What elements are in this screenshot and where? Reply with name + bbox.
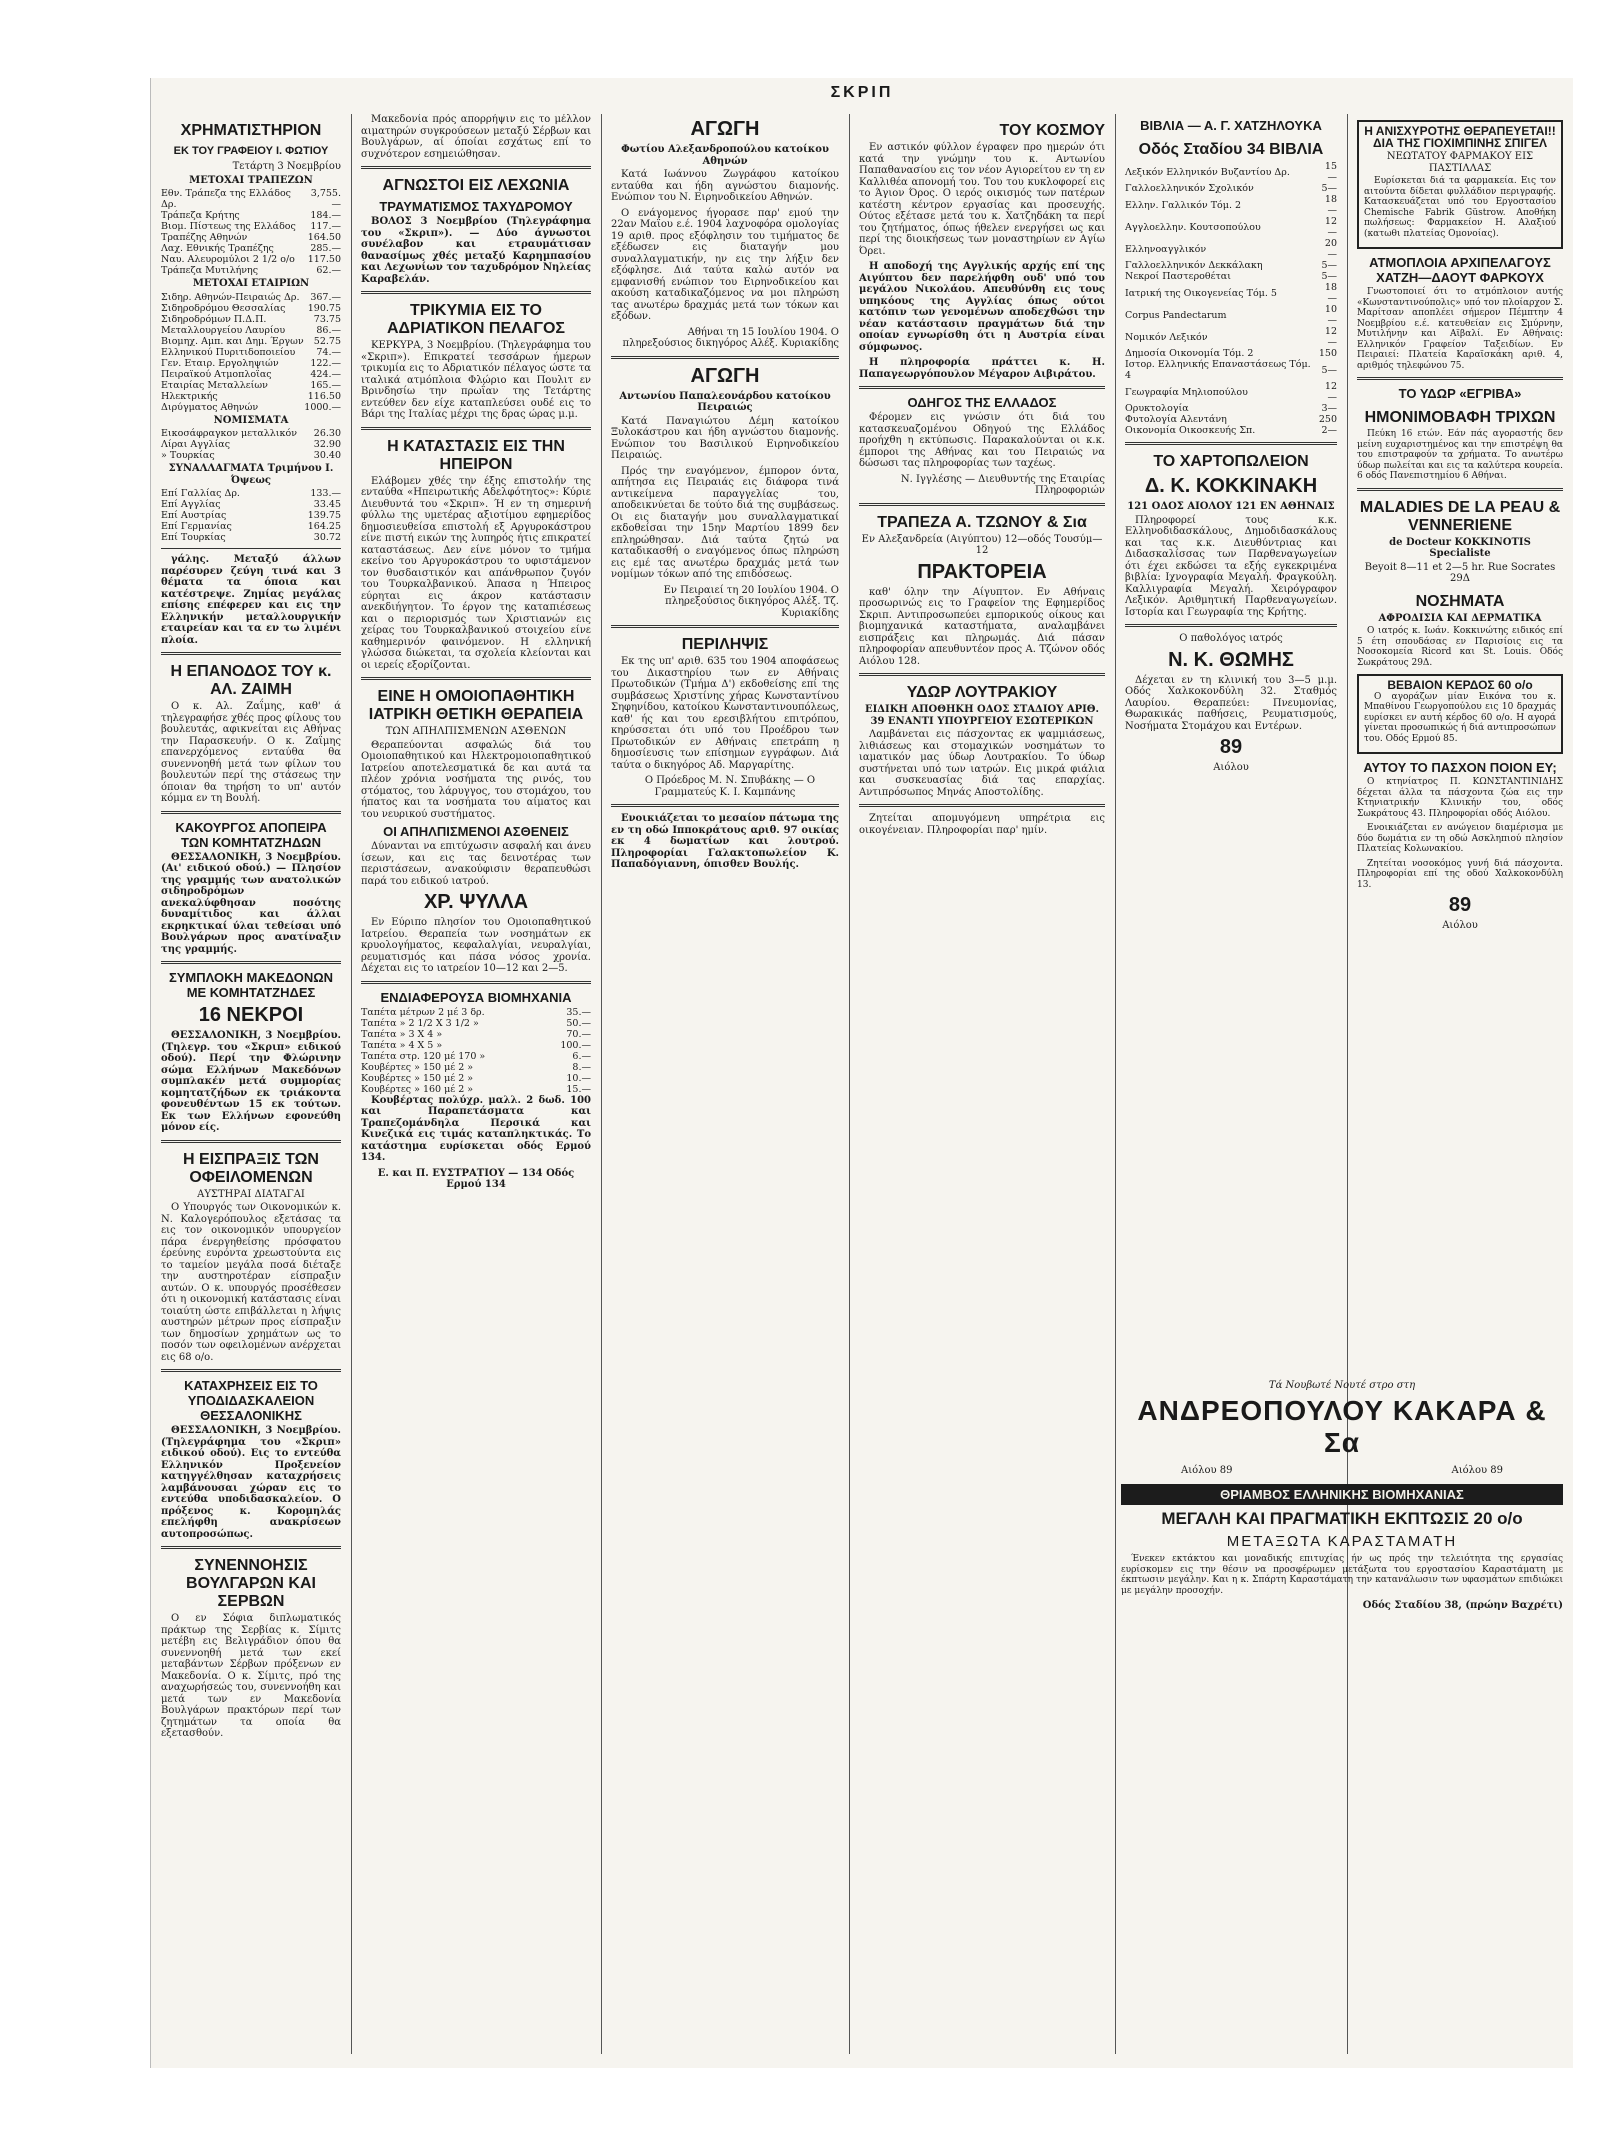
- row-label: Επί Τουρκίας: [161, 532, 226, 543]
- row-value: 285.—: [310, 243, 341, 254]
- advert-heading: ΑΝΔΡΕΟΠΟΥΛΟΥ ΚΑΚΑΡΑ & Σα: [1137, 1395, 1547, 1458]
- table-row: [361, 1051, 591, 1062]
- signature: Αθήναι τη 15 Ιουλίου 1904. Ο πληρεξούσιος δικηγόρος Αλέξ. Κυριακίδης: [622, 326, 839, 349]
- row-label: Νεκροί Παστεροθέται: [1125, 271, 1231, 282]
- row-value: 26.30: [313, 428, 341, 439]
- headline: ΤΡΙΚΥΜΙΑ ΕΙΣ ΤΟ ΑΔΡΙΑΤΙΚΟΝ ΠΕΛΑΓΟΣ: [387, 302, 565, 337]
- masthead: ΣΚΡΙΠ: [830, 84, 894, 101]
- headline: ΑΥΤΟΥ ΤΟ ΠΑΣΧΟΝ ΠΟΙΟΝ ΕΥ;: [1363, 760, 1557, 775]
- article-text: ΘΕΣΣΑΛΟΝΙΚΗ, 3 Νοεμβρίου. (Τηλεγράφημα του «Σκριπ» ειδικού οδού). Εις το εντεύθα Ελληνικόν Προξενείον κατηγγέλθησαν καταχρήσεις λαμβάνουσαι χώραν εις το εντεύθα υποδιδασκαλείον. Ο πρόξενος κ. Κορομηλάς επελήφθη ανακρίσεων αυτοπροσώπως.: [161, 1425, 341, 1540]
- exchange-subtitle: ΕΚ ΤΟΥ ΓΡΑΦΕΙΟΥ Ι. ΦΩΤΙΟΥ: [173, 145, 329, 157]
- advert-address: Οδός Σταδίου 38, (πρώην Βαχρέτι): [1362, 1600, 1563, 1611]
- article-text: ΒΟΛΟΣ 3 Νοεμβρίου (Τηλεγράφημα του «Σκριπ»). — Δύο άγνωστοι συνέλαβον και ετραυμάτισαν θανασίμως χθές μεταξύ Καρημπασίου και Λεχωνίων τον ταχυδρόμον Νηλείας Καραβελάν.: [361, 216, 591, 285]
- headline: ΑΓΩΓΗ: [690, 118, 760, 140]
- advert-pretitle: Τά Νουβωτέ Νουτέ στρο στη: [1268, 1380, 1416, 1391]
- row-value: 35.—: [566, 1006, 591, 1018]
- row-value: 52.75: [313, 335, 341, 347]
- row-label: Μεταλλουργείου Λαυρίου: [161, 324, 286, 336]
- row-label: Επί Γαλλίας Δρ.: [161, 488, 240, 499]
- column-rule: [849, 114, 850, 2054]
- bank-shares-heading: ΜΕΤΟΧΑΙ ΤΡΑΠΕΖΩΝ: [189, 174, 313, 186]
- headline: Ν. Κ. ΘΩΜΗΣ: [1168, 648, 1294, 671]
- table-row: [161, 210, 341, 221]
- row-value: 3—: [1321, 403, 1337, 414]
- article-text: Ζητείται απομυγόμενη υπηρέτρια εις οικογένειαν. Πληροφορίαι παρ' ημίν.: [859, 813, 1105, 836]
- article-text: Εν Εύριπο πλησίον του Ομοιοπαθητικού Ιατρείου. Θεραπεία των νοσημάτων εκ κρυολογήματος, κεφαλαλγίαι, νευραλγίαι, ρευματισμός και πάσα νόσος χρονία. Δέχεται εις το ιατρείον 10—12 και 2—5.: [361, 917, 591, 974]
- headline: Δ. Κ. ΚΟΚΚΙΝΑΚΗ: [1144, 475, 1318, 497]
- column-3: [603, 114, 847, 2054]
- signature: Εν Πειραιεί τη 20 Ιουλίου 1904. Ο πληρεξούσιος δικηγόρος Αλέξ. Τζ. Κυριακίδης: [663, 584, 839, 619]
- headline: ΒΙΒΛΙΑ — Α. Γ. ΧΑΤΖΗΛΟΥΚΑ: [1140, 118, 1322, 133]
- row-label: Ελληνοαγγλικόν: [1125, 243, 1207, 255]
- column-rule: [351, 114, 352, 2054]
- row-value: 15—: [1324, 161, 1337, 183]
- advert-heading: ΜΕΓΑΛΗ ΚΑΙ ΠΡΑΓΜΑΤΙΚΗ ΕΚΠΤΩΣΙΣ 20 ο/ο: [1161, 1509, 1523, 1528]
- headline: ΗΜΟΝΙΜΟΒΑΦΗ ΤΡΙΧΩΝ: [1364, 409, 1556, 426]
- advert-text: Γνωστοποιεί ότι το ατμόπλοιον αυτής «Κωνσταντινούπολις» υπό τον πλοίαρχον Σ. Μαρίτσαν αποπλέει σήμερον Πέμπτην 4 Νοεμβρίου ε.έ. κατευθείαν εις Σμύρνην, Μυτιλήνην και Αϊβαλί. Εν Αθήναις: Ελληνικόν Γραφείον Ταξειδίων. Εν Πειραιεί: Πλατεία Καραϊσκάκη αριθ. 4, αριθμός τηλεφώνου 75.: [1357, 287, 1563, 371]
- advert-text: Ο κτηνίατρος Π. ΚΩΝΣΤΑΝΤΙΝΙΔΗΣ δέχεται άλλα τα πάσχοντα ζώα εις την Κτηνιατρικήν Κλινικήν του, οδός Σωκράτους 43. Πληροφορίαι οδός Αιόλου.: [1357, 777, 1563, 819]
- row-value: 86.—: [316, 324, 341, 336]
- company-shares-table: [161, 292, 341, 413]
- article-text: ΚΕΡΚΥΡΑ, 3 Νοεμβρίου. (Τηλεγράφημα του «Σκριπ»). Επικρατεί τεσσάρων ήμερων τρικυμία εις το Αδριατικόν πέλαγος ώστε τα ιταλικά ατμόπλοια Φλώριο και Πουλιτ εν Βρινδησίω την πρωΐαν της Τετάρτης εντεύθεν δεν είχε καταπλεύσει ουδέ εις το Βάρι της Ιταλίας μέχρι της δρας ώρας μ.μ.: [361, 340, 591, 420]
- column-5: [1117, 114, 1345, 1369]
- table-row: [161, 232, 341, 243]
- table-row: [161, 369, 341, 380]
- article-text: Κατά Παναγιώτου Δέμη κατοίκου Ξυλοκάστρου και ήδη αγνώστου διαμονής. Ενώπιον του Βασιλικού Ειρηνοδικείου Πειραιώς.: [611, 415, 839, 461]
- table-row: [361, 1073, 591, 1084]
- advert-subheading: ΝΕΩΤΑΤΟΥ ΦΑΡΜΑΚΟΥ ΕΙΣ ΠΑΣΤΙΛΛΑΣ: [1386, 151, 1534, 174]
- table-row: [161, 391, 341, 402]
- table-row: [161, 358, 341, 369]
- advert-text: Ένεκεν εκτάκτου και μοναδικής επιτυχίας ήν ως πρός την τελειότητα της εργασίας ευρίσκομεν εις την θέσιν να προσφέρωμεν μετάξωτα του εργοστασίου Καραστάματη με έκπτωσιν μεγάλην. Και η κ. Σπάρτη Καραστάματη την κατανάλωσιν των υφασμάτων επιδιώκει με μεγάλην προσοχήν.: [1121, 1554, 1563, 1596]
- row-label: Ορυκτολογία: [1125, 403, 1189, 414]
- row-value: 12—: [1324, 326, 1337, 348]
- headline: ΤΟ ΥΔΩΡ «ΕΓΡΙΒΑ»: [1398, 386, 1522, 401]
- table-row: [161, 325, 341, 336]
- row-label: Ελλην. Γαλλικόν Τόμ. 2: [1125, 199, 1242, 211]
- row-label: Δημοσία Οικονομία Τόμ. 2: [1125, 348, 1254, 359]
- table-row: [161, 347, 341, 358]
- row-value: 32.90: [313, 439, 341, 450]
- subheadline: Ο παθολόγος ιατρός: [1179, 633, 1283, 644]
- table-row: [161, 521, 341, 532]
- subheadline: ΤΩΝ ΑΠΗΛΠΙΣΜΕΝΩΝ ΑΣΘΕΝΩΝ: [385, 726, 567, 737]
- article-text: Πληροφορεί τους κ.κ. Ελληνοδιδασκάλους, Δημοδιδασκάλους και τας κ.κ. Διευθύντριας και Διδασκαλίσσας των Παρθεναγωγείων ότι έχει εκδώσει τα εξής εγκεκριμένα βιβλία: Ιχνογραφία Μεγαλή. Φραγκούλη. Καλλιγραφία Μεγαλή. Χειρόγραφον Λεξικόν. Αριθμητική Παρθεναγωγείων. Ιστορία και Γεωγραφία της Κρήτης.: [1125, 514, 1337, 618]
- row-label: Επί Γερμανίας: [161, 521, 232, 532]
- subheadline: ΕΙΔΙΚΗ ΑΠΟΘΗΚΗ ΟΔΟΣ ΣΤΑΔΙΟΥ ΑΡΙΘ. 39 ΕΝΑΝΤΙ ΥΠΟΥΡΓΕΙΟΥ ΕΣΩΤΕΡΙΚΩΝ: [865, 704, 1099, 727]
- row-value: 139.75: [307, 510, 341, 521]
- article-text: Ο εν Σόφια διπλωματικός πράκτωρ της Σερβίας κ. Σίμιτς μετέβη εις Βελιγράδιον όπου θα συνεννοηθή μετά των εκεί μεταβάντων Σέρβων πρόξενων εν Μακεδονία. Ο κ. Σίμιτς, πρό της αναχωρήσεώς του, συνεννοήθη και μετά των εν Μακεδονία Βουλγάρων πρακτόρων περί των ζητημάτων τα οποία θα εξετασθούν.: [161, 1613, 341, 1739]
- headline: Η ΕΠΑΝΟΔΟΣ ΤΟΥ κ. ΑΛ. ΖΑΙΜΗ: [170, 663, 332, 698]
- headline: ΑΓΩΓΗ: [690, 364, 760, 387]
- advert-box: [1357, 674, 1563, 754]
- row-label: Ταπέτα μέτρων 2 μέ 3 δρ.: [361, 1006, 485, 1018]
- advert-heading: Η ΑΝΙΣΧΥΡΟΤΗΣ ΘΕΡΑΠΕΥΕΤΑΙ!!: [1364, 124, 1556, 138]
- table-row: [161, 488, 341, 499]
- books-table: [1125, 161, 1337, 436]
- row-label: Τραπέζης Αθηνών: [161, 232, 248, 243]
- headline: ΚΑΚΟΥΡΓΟΣ ΑΠΟΠΕΙΡΑ ΤΩΝ ΚΟΜΗΤΑΤΖΗΔΩΝ: [175, 819, 327, 850]
- headline: ΑΓΝΩΣΤΟΙ ΕΙΣ ΛΕΧΩΝΙΑ: [382, 177, 570, 194]
- column-6: [1349, 114, 1571, 1369]
- row-value: 30.72: [313, 532, 341, 543]
- bank-shares-table: [161, 188, 341, 276]
- headline: ΠΡΑΚΤΟΡΕΙΑ: [917, 560, 1047, 583]
- row-label: Λίραι Αγγλίας: [161, 439, 231, 450]
- advert-heading: ΜΕΤΑΞΩΤΑ ΚΑΡΑΣΤΑΜΑΤΗ: [1226, 1533, 1458, 1550]
- article-text: ΘΕΣΣΑΛΟΝΙΚΗ, 3 Νοεμβρίου. (Τηλεγρ. του «Σκριπ» ειδικού οδού). Περί την Φλώρινην σώμα Ελλήνων Μακεδόνων συμπλακέν μετά συμμορίας κομητατζήδων εκ τριάκοντα φονευθέντων 15 εκ τούτων. Εκ των Ελλήνων εφονεύθη μόνον είς.: [161, 1030, 341, 1133]
- headline: ΣΥΝΕΝΝΟΗΣΙΣ ΒΟΥΛΓΑΡΩΝ ΚΑΙ ΣΕΡΒΩΝ: [186, 1557, 316, 1610]
- exchange-title: ΧΡΗΜΑΤΙΣΤΗΡΙΟΝ: [180, 122, 322, 139]
- row-value: 33.45: [313, 499, 341, 510]
- headline: ΣΥΜΠΛΟΚΗ ΜΑΚΕΔΟΝΩΝ ΜΕ ΚΟΜΗΤΑΤΖΗΔΕΣ: [168, 970, 334, 1000]
- row-value: 10.—: [566, 1072, 591, 1084]
- advert-text: Ο ιατρός κ. Ιωάν. Κοκκινώτης ειδικός επί 5 έτη σπουδάσας εν Παρισίοις εις τα Νοσοκομεία Ricord και St. Louis. Οδός Σωκράτους 29Δ.: [1357, 626, 1563, 668]
- headline-dead: 16 ΝΕΚΡΟΙ: [198, 1004, 304, 1026]
- subheadline: Αντωνίου Παπαλεονάρδου κατοίκου Πειραιώς: [619, 390, 831, 413]
- table-row: [161, 254, 341, 265]
- location-right: Αιόλου 89: [1451, 1465, 1503, 1476]
- fx-table: [161, 488, 341, 543]
- table-row: [1125, 414, 1337, 425]
- table-row: [161, 439, 341, 450]
- headline: ΟΙ ΑΠΗΛΠΙΣΜΕΝΟΙ ΑΣΘΕΝΕΙΣ: [383, 824, 569, 839]
- table-row: [361, 1040, 591, 1051]
- row-value: 6.—: [572, 1050, 591, 1062]
- table-row: [1125, 282, 1337, 304]
- table-row: [1125, 348, 1337, 359]
- row-label: Λαχ. Εθνικής Τραπέζης: [161, 243, 274, 254]
- headline: ΠΕΡΙΛΗΨΙΣ: [681, 636, 769, 653]
- row-label: Ηλεκτρικής: [161, 390, 218, 402]
- headline: ΕΝΔΙΑΦΕΡΟΥΣΑ ΒΙΟΜΗΧΑΝΙΑ: [380, 989, 572, 1005]
- row-label: Αγγλοελλην. Κουτσοπούλου: [1125, 221, 1261, 233]
- article-text: Εκ της υπ' αριθ. 635 του 1904 αποφάσεως του Δικαστηρίου των εν Αθήναις Πρωτοδικών (Τμήμα Δ') εκδοθείσης επί της συμβάσεως Χριστίνης χήρας Κωνσταντίνου Σηφηνίδου, κατοίκου Κωνσταντινουπόλεως, καθ' ής και του ερεσιβλήτου επιτρόπου, κηρύσσεται ότι υπό του Προέδρου των Πρωτοδικών εν Αθήναις επετράπη η δημοσίευσις των επίσημων εγγράφων. Διά ταύτα ο δικηγόρος Αδ. Μαργαρίτης.: [611, 656, 839, 771]
- row-label: Ελληνικού Πυριτιδοποιείου: [161, 346, 296, 358]
- row-value: 164.25: [307, 521, 341, 532]
- article-text: Ελάβομεν χθές την έξης επιστολήν της ενταύθα «Ηπειρωτικής Αδελφότητος»: Κύριε Διευθυντά του «Σκριπ». Ή εν τη σημερινή φύλλω της υμετέρας αξιοτίμου εφημερίδος δημοσιευθείσα επιστολή εξ Αργυροκάστρου είνε πιστή εικών της λυπηρός ήτις επικρατεί καταστάσεως. Δεν είνε μόνον το τμήμα εκείνο του Αργυροκάστρου το υφιστάμενον τον θυσδαιστικόν και απάνθρωπον ζυγόν του Τουρκαλβανικού. Άπασα η Ήπειρος εύρηται εις άκρον κατάστασιν ανεκδιήγητον. Το έργον της καταπιέσεως και ο περιορισμός των Χριστιανών εις χείρας του Τουρκαλβανικού στοιχείου είνε καθημερινόν φαινόμενον. Η ελληνική γλώσσα διώκεται, τα σχολεία κλείονται και οι ιερείς εξορίζονται.: [361, 475, 591, 671]
- row-label: Κουβέρτες » 150 μέ 2 »: [361, 1061, 474, 1073]
- row-label: Οικονομία Οικοσκευής Σπ.: [1125, 425, 1256, 436]
- advert-heading: ΒΕΒΑΙΟΝ ΚΕΡΔΟΣ 60 ο/ο: [1387, 678, 1533, 692]
- row-value: 12—: [1324, 216, 1337, 238]
- table-row: [161, 243, 341, 254]
- column-4: [851, 114, 1113, 2054]
- row-label: » Τουρκίας: [161, 450, 215, 461]
- headline: ΤΟ ΧΑΡΤΟΠΩΛΕΙΟΝ: [1153, 453, 1309, 470]
- row-value: 122.—: [310, 357, 341, 369]
- subheadline: Φωτίου Αλεξανδροπούλου κατοίκου Αθηνών: [621, 144, 829, 167]
- signature: Ν. Ιγγλέσης — Διευθυντής της Εταιρίας Πληροφοριών: [900, 473, 1105, 496]
- table-row: [161, 402, 341, 413]
- table-row: [1125, 326, 1337, 348]
- subheadline: Εν Αλεξανδρεία (Αιγύπτου) 12—οδός Τουσύμ—12: [861, 533, 1103, 556]
- article-text: Ενοικιάζεται το μεσαίον πάτωμα της εν τη οδώ Ιπποκράτους αριθ. 97 οικίας εκ 4 δωματίων και λουτρού. Πληροφορίαι Γαλακτοπωλείον Κ. Παπαδόγιαννη, όπισθεν Βουλής.: [611, 813, 839, 870]
- row-label: Βιομ. Πίστεως της Ελλάδος: [161, 221, 296, 232]
- signature: Ε. και Π. ΕΥΣΤΡΑΤΙΟΥ — 134 Οδός Ερμού 134: [377, 1167, 575, 1190]
- table-row: [1125, 425, 1337, 436]
- column-rule: [1347, 114, 1348, 2054]
- article-text: Θεραπεύονται ασφαλώς διά του Ομοιοπαθητικού και Ηλεκτρομοιοπαθητικού Ιατρείου αποτελεσματικά δε και αυτά τα πλέον χρόνια νοσήματα της ρινός, του στόματος, του λάρυγγος, του στομάχου, του ήπατος και τα νοσήματα του αίματος και του νευρικού συστήματος.: [361, 739, 591, 820]
- row-value: 1000.—: [304, 401, 341, 413]
- row-value: 184.—: [310, 210, 341, 221]
- row-value: 164.50: [307, 232, 341, 243]
- table-row: [161, 450, 341, 461]
- street-number: 89: [1219, 736, 1243, 758]
- table-row: [161, 510, 341, 521]
- table-row: [361, 1084, 591, 1095]
- advert-heading: ΔΙΑ ΤΗΣ ΓΙΟΧΙΜΠΙΝΗΣ ΣΠΙΓΕΛ: [1373, 135, 1547, 150]
- headline: ΕΙΝΕ Η ΟΜΟΙΟΠΑΘΗΤΙΚΗ ΙΑΤΡΙΚΗ ΘΕΤΙΚΗ ΘΕΡΑΠΕΙΑ: [368, 688, 584, 723]
- advert-text: Beyoit 8—11 et 2—5 hr. Rue Socrates 29Δ: [1364, 561, 1556, 584]
- headline: MALADIES DE LA PEAU & VENNERIENE: [1359, 498, 1561, 534]
- row-value: 15.—: [566, 1083, 591, 1095]
- row-value: 117.—: [310, 221, 341, 232]
- table-row: [161, 336, 341, 347]
- table-row: [161, 188, 341, 210]
- row-value: 117.50: [307, 254, 341, 265]
- row-value: 20—: [1324, 238, 1337, 260]
- table-row: [361, 1007, 591, 1018]
- row-label: Τράπεζα Μυτιλήνης: [161, 265, 259, 276]
- row-value: 5—: [1321, 271, 1337, 282]
- subheadline: ΑΥΣΤΗΡΑΙ ΔΙΑΤΑΓΑΙ: [197, 1188, 305, 1200]
- table-row: [161, 380, 341, 391]
- row-value: 424.—: [310, 368, 341, 380]
- row-value: 62.—: [316, 265, 341, 276]
- row-label: Ταπέτα » 4 Χ 5 »: [361, 1039, 443, 1051]
- article-text: Μακεδονία πρός απορρήψιν εις το μέλλον αιματηρών συγκρούσεων μεταξύ Σέρβων και Βουλγάρων, αί όποίαι εσχάτως επί το συχνότερον εσημειώθησαν.: [361, 114, 591, 160]
- subheadline: ΑΦΡΟΔΙΣΙΑ ΚΑΙ ΔΕΡΜΑΤΙΚΑ: [1378, 612, 1542, 624]
- article-text: ΘΕΣΣΑΛΟΝΙΚΗ, 3 Νοεμβρίου. (Αι' ειδικού οδού.) — Πλησίον της γραμμής των ανατολικών σιδηροδρόμων ανεκαλύφθησαν ποσότης δυναμίτιδος και άλλαι εκρηκτικαί ύλαι τεθείσαι υπό Βουλγάρων προς ανατίναξιν της γραμμής.: [161, 851, 341, 955]
- row-label: Επί Αγγλίας: [161, 499, 221, 510]
- row-label: Γεωγραφία Μηλιοπούλου: [1125, 386, 1248, 398]
- article-text: Η αποδοχή της Αγγλικής αρχής επί της Αιγύπτου δεν παρελήφθη ουδ' υπό του μεγάλου Νικολάου. Απευθύνθη εις τους υπηκόους της Αγγλίας όπως ούτοι κατόπιν των γενομένων αποδεχθώσι την νέαν κατάστασιν πραγμάτων διά την οποίαν εγνωρίσθη ότι η Αυστρία είναι σύμφωνος.: [859, 261, 1105, 353]
- table-row: [1125, 194, 1337, 216]
- row-label: Ιστορ. Ελληνικής Επαναστάσεως Τόμ. 4: [1125, 359, 1311, 381]
- row-value: 100.—: [560, 1039, 591, 1051]
- row-value: 190.75: [307, 302, 341, 314]
- article-text: Δέχεται εν τη κλινική του 3—5 μ.μ. Οδός Χαλκοκονδύλη 32. Σταθμός Λαυρίου. Θεραπεύει: Πνευμονίας, Θωρακικάς παθήσεις, Ρευματισμούς, Νοσήματα Στομάχου και Εντέρων.: [1125, 674, 1337, 732]
- headline: ΝΟΣΗΜΑΤΑ: [1415, 592, 1505, 610]
- table-row: [161, 265, 341, 276]
- coins-table: [161, 428, 341, 461]
- exchange-date: Τετάρτη 3 Νοεμβρίου: [232, 161, 341, 172]
- row-value: 133.—: [310, 488, 341, 499]
- article-text: Η πληροφορία πράττει κ. Η. Παπαγεωργόπουλον Μέγαρον Αιβιράτου.: [859, 357, 1105, 380]
- table-row: [161, 532, 341, 543]
- article-text: Φέρομεν εις γνώσιν ότι διά του κατασκευαζομένου Οδηγού της Ελλάδος προήχθη η εκτύπωσις. Παρακαλούνται οι κ.κ. έμποροι της Αθήνας και του Πειραιώς να δώσωσι τας πληροφορίας των ταχέως.: [859, 412, 1105, 469]
- article-text: Κατά Ιωάννου Ζωγράφου κατοίκου ενταύθα και ήδη αγνώστου διαμονής. Ενώπιον του Ν. Ειρηνοδικείου Αθηνών.: [611, 169, 839, 203]
- headline: ΑΤΜΟΠΛΟΙΑ ΑΡΧΙΠΕΛΑΓΟΥΣ ΧΑΤΖΗ—ΔΑΟΥΤ ΦΑΡΚΟΥΧ: [1369, 255, 1551, 285]
- row-label: Γαλλοελληνικόν Σχολικόν: [1125, 183, 1254, 194]
- table-row: [161, 303, 341, 314]
- table-row: [1125, 161, 1337, 183]
- row-value: 12—: [1324, 381, 1337, 403]
- row-label: Ναυ. Αλευρομύλοι 2 1/2 ο/ο: [161, 254, 295, 265]
- table-row: [161, 221, 341, 232]
- table-row: [1125, 238, 1337, 260]
- row-label: Ταπέτα » 2 1/2 Χ 3 1/2 »: [361, 1017, 479, 1029]
- column-2: [353, 114, 599, 2054]
- wide-advert: [1121, 1378, 1563, 1613]
- row-label: Βιομηχ. Αμπ. και Δημ. Έργων: [161, 335, 304, 347]
- article-text: Πρός την εναγόμενον, έμπορον όντα, απήτησα εις Πειραιάς εις διάφορα τινά αντικείμενα παραγγελίας του, αποδεικνύεται δε τούτο διά της συμβάσεως. Οι εις διαταγήν μου συναλλαγματικαί εκδοθείσαι την 15ην Μαρτίου 1899 δεν επληρώθησαν. Διά ταύτα ζητώ να καταδικασθή ο εναγόμενος όπως πληρώση εις εμέ τας ανωτέρω δραχμάς μετά των νομίμων τόκων από της επιδόσεως.: [611, 465, 839, 580]
- table-row: [1125, 381, 1337, 403]
- row-label: Νομικόν Λεξικόν: [1125, 331, 1208, 343]
- advert-text: Ευρίσκεται διά τα φαρμακεία. Εις τον αιτούντα δίδεται φυλλάδιον περιγραφής. Κατασκευάζεται υπό του Εργοστασίου Chemische Fabrik Güstrow. Αποθήκη πωλήσεως: Φαρμακείον Η. Αλαξιού (κατωθι πλατείας Ομονοίας).: [1364, 176, 1556, 239]
- row-value: 73.75: [313, 313, 341, 325]
- headline: ΥΔΩΡ ΛΟΥΤΡΑΚΙΟΥ: [906, 684, 1058, 701]
- advert-text: Ζητείται νοσοκόμος γυνή διά πάσχοντα. Πληροφορίαι επί της οδού Χαλκοκονδύλη 13.: [1357, 858, 1563, 890]
- table-row: [1125, 183, 1337, 194]
- row-label: Επί Αυστρίας: [161, 510, 227, 521]
- headline: ΤΟΥ ΚΟΣΜΟΥ: [999, 122, 1105, 139]
- row-value: 165.—: [310, 379, 341, 391]
- headline: ΧΡ. ΨΥΛΛΑ: [423, 891, 529, 913]
- article-text: Εν αστικόν φύλλον έγραφεν προ ημερών ότι κατά την γνώμην του κ. Αντωνίου Παπαθανασίου εις τον νέον Αγιορείτου εν τη εν Καλλιθέα απονομή του. Του του κυκλοφορεί εις το Άγιον Όρος. Ο ιερός οικισμός των πατέρων κατέστη κέντρον εργασίας και προσευχής. Ούτος εξέτασε μετά του κ. Χατζηδάκη τα περί του ζητήματος, όπως ήθελεν ενεργήσει ως και περί της διοικήσεως των μοναστηρίων εν Αγίω Όρει.: [859, 142, 1105, 257]
- article-text: Ο ενάγομενος ήγορασε παρ' εμού την 22αν Μαΐου ε.έ. 1904 λαχνοφόρα ομολογίας 19 αριθ. προς εξόφλησιν του τιμήματος δε εξέδωσεν εις διαταγήν μου συναλλαγματικήν, ην εις την λήξιν δεν εξόφλησε. Διά ταύτα καλώ αυτόν να εμφανισθή ενώπιον του Ειρηνοδικείου και ακούση καταδικαζόμενος να μοι πληρώση τας ανωτέρω δραχμάς μετά των τόκων και εξόδων.: [611, 207, 839, 322]
- article-text: καθ' όλην την Αίγυπτον. Εν Αθήναις προσωρινώς εις το Γραφείον της Εφημερίδος Σκριπ. Αντιπροσωπεύει εμπορικούς οίκους και βιομηχανικά καταστήματα, αναλαμβάνει εισπράξεις και πληρωμάς. Διά πάσαν πληροφορίαν απευθυντέον προς Α. Τζώνον οδός Αιόλου 128.: [859, 586, 1105, 667]
- headline: ΟΔΗΓΟΣ ΤΗΣ ΕΛΛΑΔΟΣ: [907, 395, 1057, 410]
- price-table: [361, 1007, 591, 1095]
- row-value: 5—: [1321, 364, 1337, 376]
- row-label: Πειραϊκού Ατμοπλοΐας: [161, 368, 272, 380]
- row-value: 116.50: [307, 390, 341, 402]
- table-row: [361, 1062, 591, 1073]
- row-label: Τράπεζα Κρήτης: [161, 210, 240, 221]
- fx-heading: ΣΥΝΑΛΛΑΓΜΑΤΑ Τριμήνου Ι. Όψεως: [168, 463, 334, 486]
- row-label: Κουβέρτες » 150 μέ 2 »: [361, 1072, 474, 1084]
- coins-heading: ΝΟΜΙΣΜΑΤΑ: [213, 414, 289, 426]
- row-value: 74.—: [316, 346, 341, 358]
- table-row: [361, 1018, 591, 1029]
- row-label: Σιδηροδρόμων Π.Δ.Π.: [161, 313, 267, 325]
- article-text: Ο κ. Αλ. Ζαΐμης, καθ' ά τηλεγραφήσε χθές προς φίλους του βουλευτάς, αφικνείται εις Αθήνας την Παρασκευήν. Ο κ. Ζαΐμης επανερχόμενος ενταύθα θα συνεννοηθή μετά των φίλων του βουλευτών περί της στάσεως την όποιαν θα τηρήση το υπ' αυτόν κόμμα εν τη Βουλή.: [161, 701, 341, 804]
- headline: Η ΕΙΣΠΡΑΞΙΣ ΤΩΝ ΟΦΕΙΛΟΜΕΝΩΝ: [183, 1150, 319, 1186]
- table-row: [1125, 271, 1337, 282]
- row-value: 3,755.—: [310, 188, 341, 210]
- row-value: 30.40: [313, 450, 341, 461]
- column-1: [153, 114, 349, 2054]
- row-value: 10—: [1324, 304, 1337, 326]
- advert-box: [1357, 120, 1563, 249]
- street-name: Αιόλου: [1442, 920, 1478, 931]
- row-value: 2—: [1321, 425, 1337, 436]
- table-row: [1125, 260, 1337, 271]
- article-text: Λαμβάνεται εις πάσχοντας εκ ψαμμιάσεως, λιθιάσεως και στομαχικών νοσημάτων το ιαματικόν μας ύδωρ Λουτρακίου. Το ύδωρ συστήνεται υπό των ιατρών. Εις μικρά φιάλια και συσκευασίας διά τας επαρχίας. Αντιπρόσωπος Μηνάς Αποστολίδης.: [859, 729, 1105, 798]
- article-text: Δύνανται να επιτύχωσιν ασφαλή και άνευ ίσεων, και εις τας δεινοτέρας των περιστάσεων, ανακούφισιν θεραπευθώσι παρά του ειδικού ιατρού.: [361, 841, 591, 887]
- subheadline: 121 ΟΔΟΣ ΑΙΟΛΟΥ 121 ΕΝ ΑΘΗΝΑΙΣ: [1127, 501, 1335, 512]
- row-value: 5—: [1321, 183, 1337, 194]
- row-label: Ταπέτα » 3 Χ 4 »: [361, 1028, 443, 1040]
- advert-text: Ενοικιάζεται εν ανώγειον διαμέρισμα με δύο δωμάτια εν τη οδώ Ασκληπιού πλησίον Πλατείας Κολωνακίου.: [1357, 823, 1563, 854]
- row-label: Εταιρίας Μεταλλείων: [161, 379, 268, 391]
- signature: Ο Πρόεδρος Μ. Ν. Σπυβάκης — Ο Γραμματεύς Κ. Ι. Καμπάνης: [644, 775, 816, 798]
- article-text: Κουβέρτας πολύχρ. μαλλ. 2 δωδ. 100 και Παραπετάσματα και Τραπεζομάνδηλα Περσικά και Κινεζικά εις τιμάς καταπληκτικάς. Το κατάστημα ευρίσκεται οδός Ερμού 134.: [361, 1094, 591, 1163]
- company-shares-heading: ΜΕΤΟΧΑΙ ΕΤΑΙΡΙΩΝ: [192, 278, 310, 289]
- table-row: [1125, 359, 1337, 381]
- advert-text: Ο αγοράζων μίαν Εικόνα του κ. Μπαθίνου Γεωργοπούλου εις 10 δραχμάς ευρίσκει εν αυτή κέρδος 60 ο/ο. Η αγορά γίνεται προσωπικώς ή διά αντιπροσώπων του. Οδός Ερμού 85.: [1364, 691, 1556, 744]
- column-rule: [1115, 114, 1116, 2054]
- row-label: Ιατρική της Οικογενείας Τόμ. 5: [1125, 287, 1277, 299]
- row-label: Κουβέρτες » 160 μέ 2 »: [361, 1083, 474, 1095]
- row-value: 18—: [1324, 194, 1337, 216]
- table-row: [161, 428, 341, 439]
- subheadline: de Docteur KOKKINOTIS Specialiste: [1389, 536, 1531, 559]
- row-value: 250: [1318, 414, 1337, 425]
- article-text: γάλης. Μεταξύ άλλων παρέσυρεν ζεύγη τινά και 3 θέματα τα όποια και κατέστρεψε. Ζημίας μεγάλας επίσης επέφερεν και εις την Ελληνικήν μεταλλουργικήν εταιρείαν και τα εν τω λιμένι πλοία.: [161, 554, 341, 646]
- table-row: [1125, 304, 1337, 326]
- row-value: 150: [1318, 348, 1337, 359]
- headline: ΚΑΤΑΧΡΗΣΕΙΣ ΕΙΣ ΤΟ ΥΠΟΔΙΔΑΣΚΑΛΕΙΟΝ ΘΕΣΣΑΛΟΝΙΚΗΣ: [184, 1378, 318, 1423]
- row-value: 50.—: [566, 1017, 591, 1029]
- location-left: Αιόλου 89: [1181, 1465, 1233, 1476]
- headline: Η ΚΑΤΑΣΤΑΣΙΣ ΕΙΣ ΤΗΝ ΗΠΕΙΡΟΝ: [387, 437, 565, 473]
- row-label: Γεν. Εταιρ. Εργοληψιών: [161, 357, 279, 369]
- row-label: Ταπέτα στρ. 120 μέ 170 »: [361, 1050, 486, 1062]
- row-value: 70.—: [566, 1028, 591, 1040]
- row-label: Σιδηρ. Αθηνών-Πειραιώς Δρ.: [161, 291, 300, 303]
- row-value: 5—: [1321, 260, 1337, 271]
- table-row: [161, 499, 341, 510]
- row-value: 367.—: [310, 291, 341, 303]
- row-label: Εικοσάφραγκον μεταλλικόν: [161, 428, 297, 439]
- row-label: Σιδηροδρόμου Θεσσαλίας: [161, 302, 286, 314]
- advert-text: Πεύκη 16 ετών. Εάν πάς αγοραστής δεν μείνη ευχαριστημένος και την επιστρέψη θα του επιστραφούν τα χρήματα. Το ανωτέρω ύδωρ πωλείται και εις τα καλύτερα κουρεία. 6 οδός Πανεπιστημίου 6 Αθήναι.: [1357, 429, 1563, 481]
- row-label: Φυτολογία Αλεντάνη: [1125, 414, 1227, 425]
- street-number: 89: [1448, 894, 1472, 916]
- newspaper-page: [150, 78, 1573, 2068]
- subheadline: ΤΡΑΥΜΑΤΙΣΜΟΣ ΤΑΧΥΔΡΟΜΟΥ: [379, 199, 573, 214]
- table-row: [161, 314, 341, 325]
- article-text: Ο Υπουργός των Οικονομικών κ. Ν. Καλογερόπουλος εξετάσας τα εις τον οικονομικόν υπουργείον πάρα ένεργηθείσης πρόσφατου έρεύνης ευρόντα χρεωστούντα εις το ταμείον μεγάλα ποσά διέταξε την αυστηροτέραν είσπραξιν αυτών. Ο κ. υπουργός προσέθεσεν ότι η οικονομική κατάστασις είναι τοιαύτη ώστε επιβάλλεται η λήψις αυστηρών μέτρων προς είσπραξιν των δημοσίων χρημάτων ως το ποσόν των οφειλομένων ανέρχεται εις 68 ο/ο.: [161, 1202, 341, 1363]
- row-value: 8.—: [572, 1061, 591, 1073]
- street-name: Αιόλου: [1213, 762, 1249, 773]
- table-row: [161, 292, 341, 303]
- table-row: [1125, 216, 1337, 238]
- row-label: Εθν. Τράπεζα της Ελλάδος Δρ.: [161, 188, 291, 210]
- row-label: Διρύγματος Αθηνών: [161, 401, 259, 413]
- table-row: [1125, 403, 1337, 414]
- headline: ΤΡΑΠΕΖΑ Α. ΤΖΩΝΟΥ & Σια: [877, 513, 1087, 531]
- row-label: Λεξικόν Ελληνικόν Βυζαντίου Δρ.: [1125, 166, 1290, 178]
- advert-banner: ΘΡΙΑΜΒΟΣ ΕΛΛΗΝΙΚΗΣ ΒΙΟΜΗΧΑΝΙΑΣ: [1121, 1484, 1563, 1505]
- column-rule: [601, 114, 602, 2054]
- table-row: [361, 1029, 591, 1040]
- row-value: 18—: [1324, 282, 1337, 304]
- row-label: Corpus Pandectarum: [1125, 309, 1227, 321]
- row-label: Γαλλοελληνικόν Δεκκάλακη: [1125, 260, 1263, 271]
- headline: Οδός Σταδίου 34 ΒΙΒΛΙΑ: [1138, 141, 1324, 158]
- advert-locations: [1121, 1463, 1563, 1478]
